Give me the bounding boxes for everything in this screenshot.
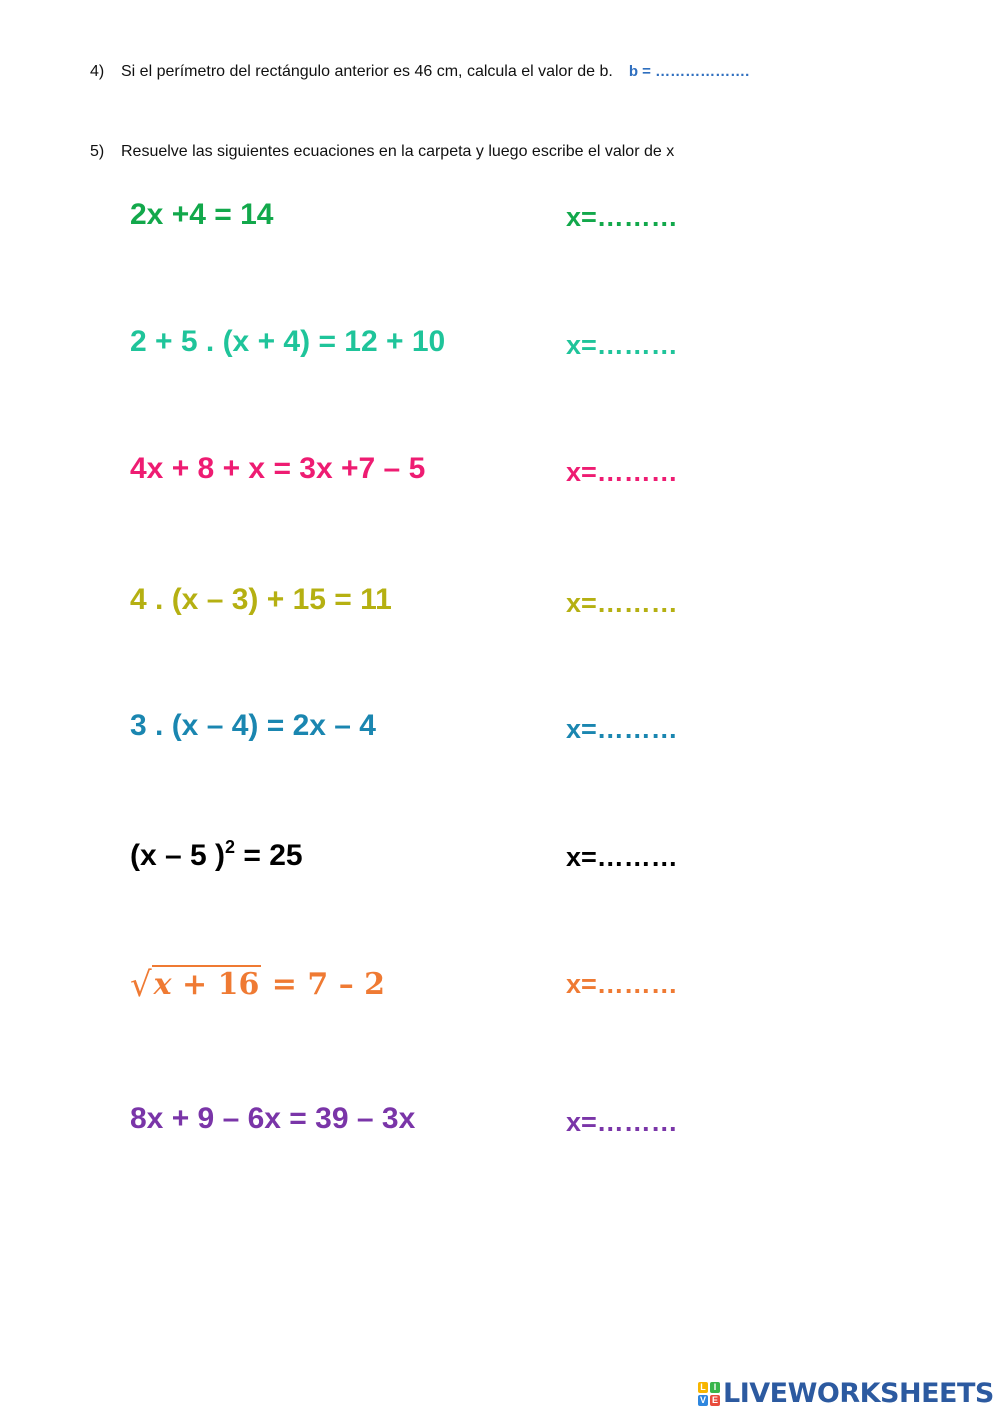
equation-exponent: 2 [225,837,236,857]
equation-rest: = 7 – 2 [261,967,386,1002]
logo-icon-letter: V [699,1394,706,1405]
answer-field-3[interactable]: x=……… [566,457,678,487]
answer-field-6[interactable]: x=……… [566,842,678,872]
answer-field-5[interactable]: x=……… [566,714,678,744]
radicand-variable: x [153,967,172,1002]
logo-icon [698,1382,720,1406]
radicand [152,965,262,1002]
answer-field-1[interactable]: x=……… [566,202,678,232]
question-number: 5) [90,143,105,160]
question-number: 4) [90,63,105,80]
logo-text: LIVEWORKSHEETS [723,1378,994,1409]
liveworksheets-logo [698,1378,994,1409]
logo-icon-letter: I [710,1382,720,1393]
logo-icon-letter: E [711,1394,718,1405]
equation-rest: = 25 [235,839,303,872]
equation-7 [130,963,385,1003]
question-text: Resuelve las siguientes ecuaciones en la carpeta y luego escribe el valor de x [121,143,675,160]
question-4 [90,63,749,81]
question-5 [90,143,674,161]
equation-1: 2x +4 = 14 [130,198,274,231]
radicand-rest: + 16 [171,967,260,1002]
equation-3: 4x + 8 + x = 3x +7 – 5 [130,452,426,485]
answer-field-4[interactable]: x=……… [566,588,678,618]
answer-field-8[interactable]: x=……… [566,1107,678,1137]
answer-field-7[interactable]: x=……… [566,969,678,999]
radical-sign-icon: √ [130,965,152,1005]
equation-4: 4 . (x – 3) + 15 = 11 [130,583,392,616]
equation-base: (x – 5 ) [130,839,226,872]
question-text: Si el perímetro del rectángulo anterior es 46 cm, calcula el valor de b. [121,63,613,80]
square-root [130,963,261,1003]
answer-field-2[interactable]: x=……… [566,330,678,360]
equation-6 [130,837,303,873]
equation-2: 2 + 5 . (x + 4) = 12 + 10 [130,325,446,358]
equation-8: 8x + 9 – 6x = 39 – 3x [130,1102,416,1135]
logo-icon-letter: L [698,1382,708,1393]
answer-blank-b[interactable]: b = ………………. [628,63,750,80]
equation-5: 3 . (x – 4) = 2x – 4 [130,709,376,742]
